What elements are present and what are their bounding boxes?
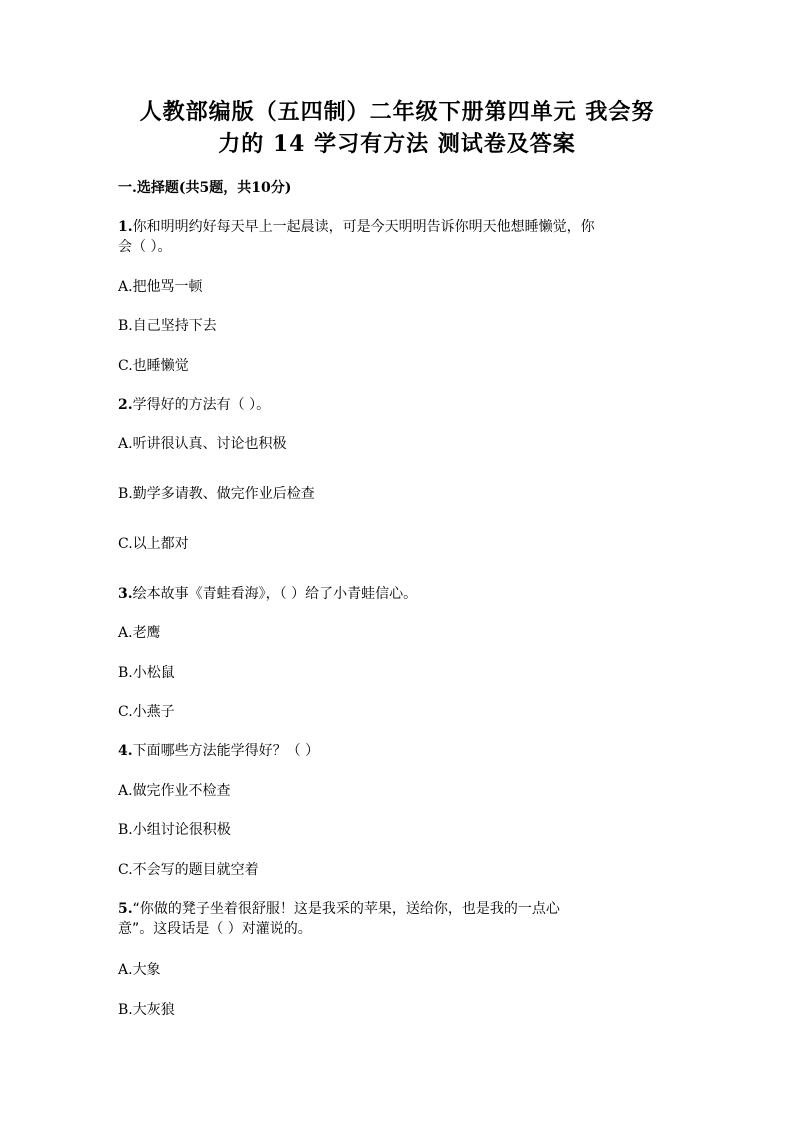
question-3 <box>118 584 417 604</box>
option-text: 勤学多请教、做完作业后检查 <box>132 486 315 502</box>
option-letter: B. <box>118 486 133 502</box>
question-3-option-b <box>118 663 175 683</box>
option-letter: C. <box>118 358 133 374</box>
question-1-continued <box>118 237 171 257</box>
question-3-option-a <box>118 623 161 643</box>
option-letter: B. <box>118 318 133 334</box>
option-letter: C. <box>118 704 133 720</box>
question-5-option-a <box>118 960 161 980</box>
option-text: 小组讨论很积极 <box>132 822 231 838</box>
question-text: “你做的凳子坐着很舒服！这是我采的苹果，送给你，也是我的一点心 <box>132 901 560 917</box>
question-text: 下面哪些方法能学得好？（ ） <box>132 743 320 759</box>
question-1-option-c <box>118 356 189 376</box>
question-number: 1. <box>118 219 133 235</box>
option-text: 把他骂一顿 <box>132 279 203 295</box>
question-text: 意”。这段话是（ ）对灌说的。 <box>118 921 312 937</box>
question-4-option-a <box>118 781 231 801</box>
question-5 <box>118 899 560 919</box>
option-text: 以上都对 <box>132 536 189 552</box>
option-letter: B. <box>118 1002 133 1018</box>
document-title-line-2: 力的 14 学习有方法 测试卷及答案 <box>218 131 576 157</box>
option-letter: C. <box>118 536 133 552</box>
option-text: 大灰狼 <box>132 1002 175 1018</box>
question-number: 3. <box>118 586 133 602</box>
section-heading: 一.选择题(共5题，共10分) <box>118 180 292 196</box>
question-4-option-b <box>118 820 231 840</box>
question-5-option-b <box>118 1000 175 1020</box>
question-text: 学得好的方法有（ ）。 <box>132 397 271 413</box>
document-title-line-1: 人教部编版（五四制）二年级下册第四单元 我会努 <box>139 99 655 125</box>
option-letter: A. <box>118 436 133 452</box>
option-letter: C. <box>118 862 133 878</box>
option-text: 小燕子 <box>132 704 175 720</box>
question-number: 5. <box>118 901 133 917</box>
question-2-option-b <box>118 484 315 504</box>
question-1 <box>118 217 595 237</box>
question-3-option-c <box>118 702 175 722</box>
question-text: 会（ ）。 <box>118 239 172 255</box>
question-1-option-b <box>118 316 217 336</box>
question-text: 你和明明约好每天早上一起晨读，可是今天明明告诉你明天他想睡懒觉，你 <box>132 219 595 235</box>
question-number: 2. <box>118 397 133 413</box>
option-text: 老鹰 <box>132 625 161 641</box>
option-text: 听讲很认真、讨论也积极 <box>132 436 287 452</box>
option-text: 小松鼠 <box>132 665 175 681</box>
question-4 <box>118 741 319 761</box>
question-2 <box>118 395 270 415</box>
question-number: 4. <box>118 743 133 759</box>
option-letter: A. <box>118 783 133 799</box>
question-4-option-c <box>118 860 259 880</box>
option-letter: A. <box>118 625 133 641</box>
option-text: 大象 <box>132 962 161 978</box>
option-text: 不会写的题目就空着 <box>132 862 259 878</box>
option-text: 也睡懒觉 <box>132 358 189 374</box>
option-letter: A. <box>118 279 133 295</box>
option-letter: B. <box>118 822 133 838</box>
question-2-option-a <box>118 434 287 454</box>
option-letter: B. <box>118 665 133 681</box>
option-text: 自己坚持下去 <box>132 318 217 334</box>
question-2-option-c <box>118 534 189 554</box>
option-text: 做完作业不检查 <box>132 783 231 799</box>
question-1-option-a <box>118 277 203 297</box>
option-letter: A. <box>118 962 133 978</box>
question-5-continued <box>118 919 312 939</box>
question-text: 绘本故事《青蛙看海》，（ ）给了小青蛙信心。 <box>132 586 418 602</box>
